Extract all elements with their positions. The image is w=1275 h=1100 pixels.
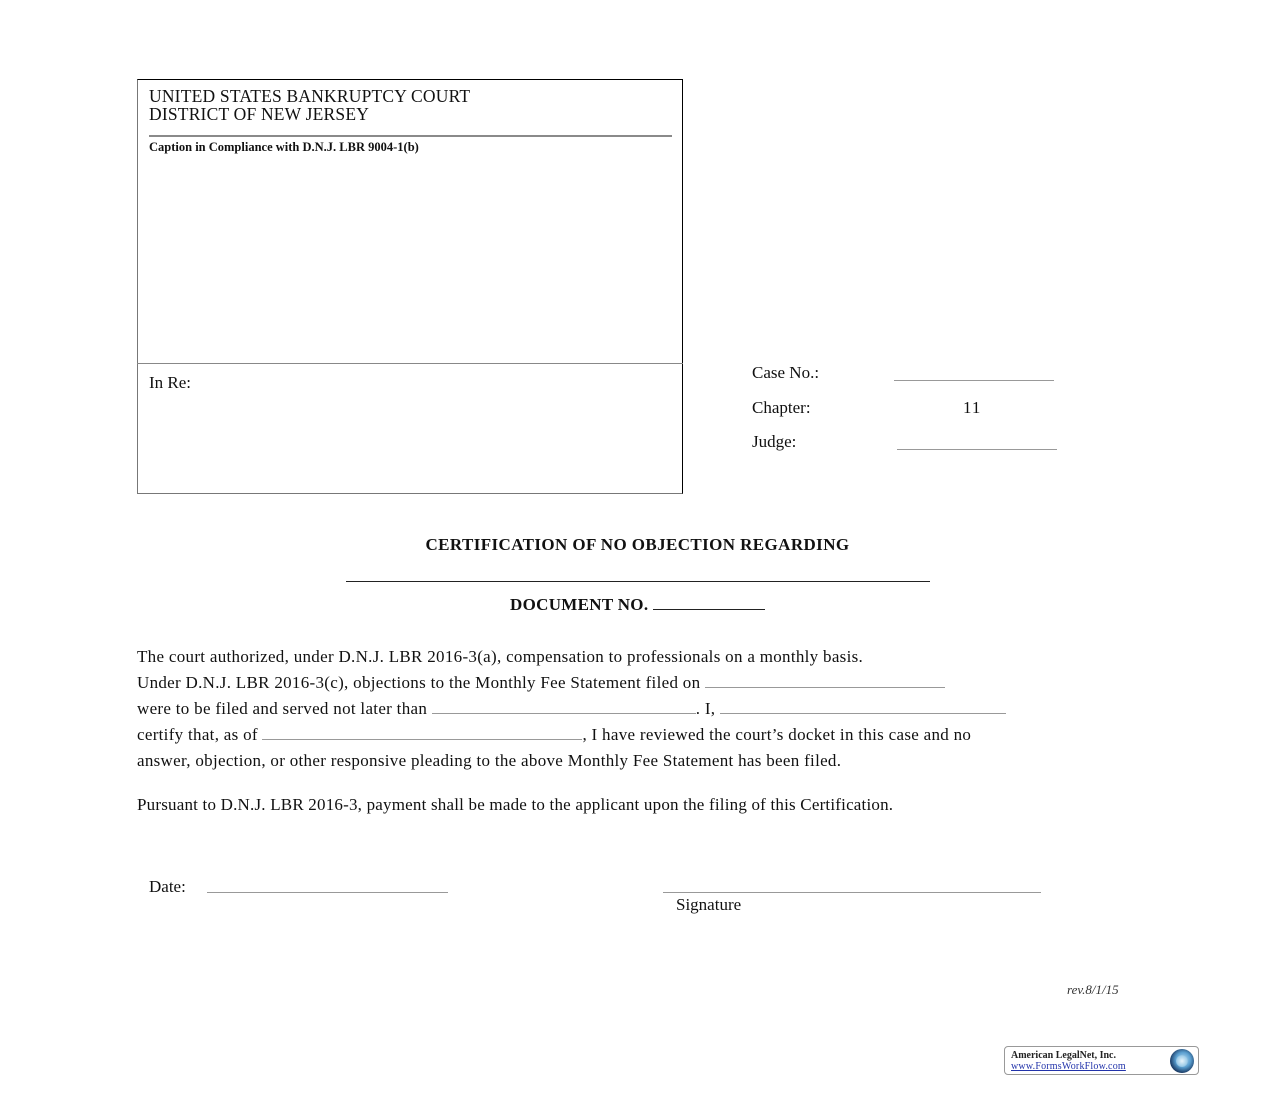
body-line-1: The court authorized, under D.N.J. LBR 2016-3(a), compensation to professionals on a monthly basis.: [137, 647, 864, 666]
served-by-date-field[interactable]: [432, 701, 696, 714]
vendor-badge[interactable]: [1004, 1046, 1199, 1075]
caption-rule: [149, 135, 672, 137]
caption-divider: [137, 363, 683, 364]
vendor-link[interactable]: www.FormsWorkFlow.com: [1011, 1061, 1126, 1072]
document-no-field[interactable]: [653, 597, 765, 610]
judge-label: Judge:: [752, 432, 797, 451]
date-field[interactable]: [207, 892, 448, 893]
body-line-3-text: were to be filed and served not later than: [137, 699, 428, 718]
court-name: [149, 87, 470, 123]
judge-field[interactable]: [897, 449, 1057, 450]
certifier-name-field[interactable]: [720, 701, 1006, 714]
as-of-date-field[interactable]: [262, 727, 582, 740]
chapter-label: Chapter:: [752, 398, 811, 417]
document-no-label: DOCUMENT NO.: [510, 595, 649, 614]
court-name-line2: DISTRICT OF NEW JERSEY: [149, 104, 370, 124]
document-no-line: [0, 595, 1275, 615]
body-line-5: answer, objection, or other responsive pleading to the above Monthly Fee Statement has been filed.: [137, 751, 842, 770]
body-line-2-text: Under D.N.J. LBR 2016-3(c), objections to the Monthly Fee Statement filed on: [137, 673, 701, 692]
body-line-4-text: certify that, as of: [137, 725, 258, 744]
body-line-3-mid: . I,: [695, 699, 716, 718]
revision-date: rev.8/1/15: [1067, 982, 1119, 997]
in-re-label: In Re:: [149, 373, 192, 392]
regarding-field[interactable]: [346, 581, 930, 582]
body-line-4-suffix: , I have reviewed the court’s docket in this case and no: [582, 725, 972, 744]
globe-icon: [1170, 1049, 1194, 1073]
body-line-3: [137, 696, 1137, 722]
fee-statement-filed-on-field[interactable]: [705, 675, 945, 688]
case-no-field[interactable]: [894, 380, 1054, 381]
court-name-line1: UNITED STATES BANKRUPTCY COURT: [149, 86, 471, 106]
body-line-2: [137, 670, 1137, 696]
caption-compliance-note: Caption in Compliance with D.N.J. LBR 9004-1(b): [149, 140, 419, 154]
case-no-label: Case No.:: [752, 363, 820, 382]
vendor-name: American LegalNet, Inc.: [1011, 1050, 1116, 1061]
document-title: CERTIFICATION OF NO OBJECTION REGARDING: [425, 535, 850, 554]
signature-label: Signature: [676, 895, 742, 914]
chapter-value: 11: [963, 398, 982, 417]
payment-paragraph: Pursuant to D.N.J. LBR 2016-3, payment shall be made to the applicant upon the filing of this Certification.: [137, 795, 894, 814]
body-line-4: [137, 722, 1137, 748]
date-label: Date:: [149, 877, 186, 896]
signature-field[interactable]: [663, 892, 1041, 893]
